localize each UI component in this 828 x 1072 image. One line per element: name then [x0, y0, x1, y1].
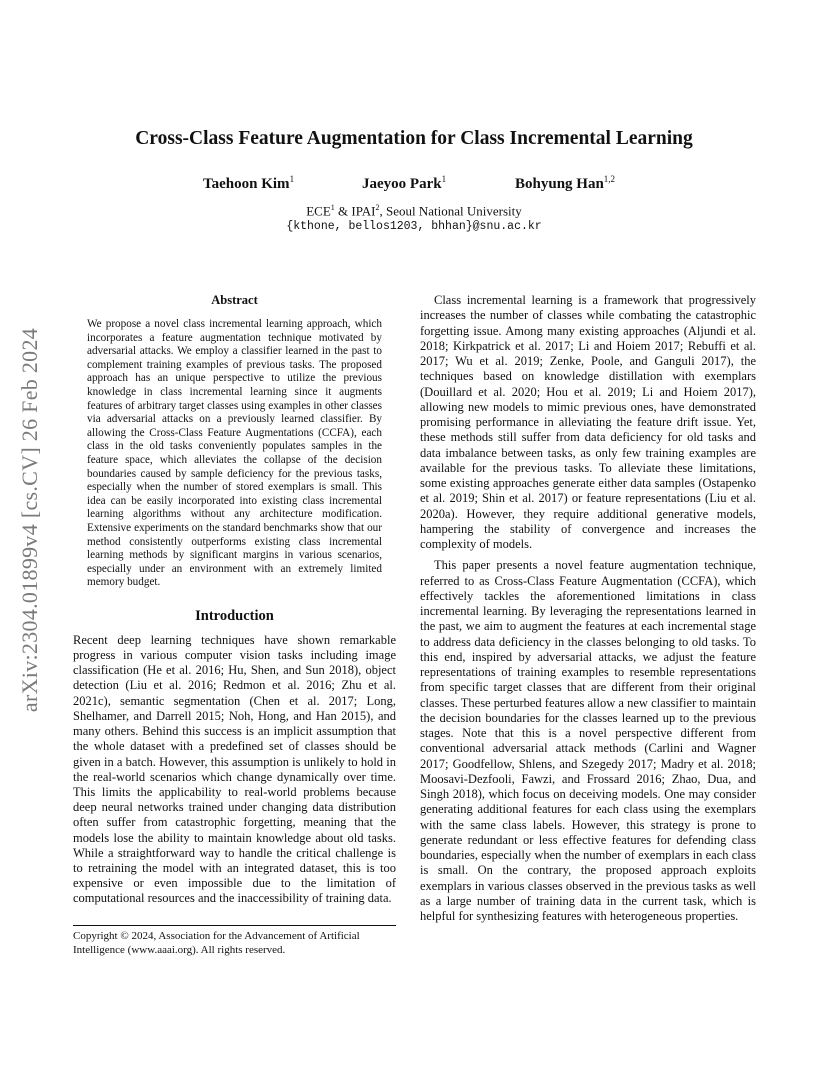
- abstract-heading: Abstract: [211, 293, 258, 307]
- introduction-heading: Introduction: [195, 607, 274, 624]
- introduction-paragraph-1: Recent deep learning techniques have shown remarkable progress in various computer vision tasks including image classification (He et al. 2016; Hu, Shen, and Sun 2018), object detection (Liu et al. 2016; Redmon et al. 2016; Zhu et al. 2021c), semantic segmentation (Chen et al. 2017; Long, Shelhamer, and Darrell 2015; Noh, Hong, and Han 2015), and many others. Behind this success is an implicit assumption that the whole dataset with a predefined set of classes should be given in a batch. However, this assumption is unlikely to hold in the real-world scenarios which change dynamically over time. This limits the applicability to real-world problems because deep neural networks trained under changing data distribution often suffer from catastrophic forgetting, meaning that the models lose the ability to maintain knowledge about old tasks. While a straightforward way to handle the critical challenge is to retraining the model with an integrated dataset, this is too expensive or even impossible due to the limitation of computational resources and the inaccessibility of training data.: [73, 632, 396, 906]
- author-emails: {kthone, bellos1203, bhhan}@snu.ac.kr: [286, 220, 542, 233]
- left-column: [73, 293, 396, 907]
- author-1: Taehoon Kim$^1$: [203, 174, 295, 192]
- copyright-notice: Copyright © 2024, Association for the Advancement of Artificial Intelligence (www.aaai.org). All rights reserved.: [73, 925, 396, 957]
- abstract-text: We propose a novel class incremental learning approach, which incorporates a feature augmentation technique motivated by adversarial attacks. We employ a classifier learned in the past to complement training examples of previous tasks. The proposed approach has an unique perspective to utilize the previous knowledge in class incremental learning since it augments features of arbitrary target classes using examples in other classes via adversarial attacks on a previously learned classifier. By allowing the Cross-Class Feature Augmentations (CCFA), each class in the old tasks conveniently populates samples in the feature space, which alleviates the collapse of the decision boundaries caused by sample deficiency for the previous tasks, especially when the number of stored exemplars is small. This idea can be easily incorporated into existing class incremental learning algorithms without any architecture modification. Extensive experiments on the standard benchmarks show that our method consistently outperforms existing class incremental learning methods by significant margins in various scenarios, especially under an environment with an extremely limited memory budget.: [87, 318, 382, 589]
- introduction-paragraph-2: Class incremental learning is a framework that progressively increases the number of classes while combating the catastrophic forgetting issue. Among many existing approaches (Aljundi et al. 2018; Kirkpatrick et al. 2017; Li and Hoiem 2017; Rebuffi et al. 2017; Wu et al. 2019; Zenke, Poole, and Ganguli 2017), the techniques based on knowledge distillation with exemplars (Douillard et al. 2020; Hou et al. 2019; Li and Hoiem 2017), allowing new models to mimic previous ones, have demonstrated promising performance in alleviating the feature drift issue. Yet, these methods still suffer from data deficiency for old tasks and data imbalance between tasks, as only few training examples are available for the previous tasks. To alleviate these limitations, some existing approaches generate either data samples (Ostapenko et al. 2019; Shin et al. 2017) or feature representations (Liu et al. 2020a). However, they require additional generative models, hampering the stability of convergence and increases the complexity of models.: [420, 293, 756, 551]
- affiliation: ECE$^1$ & IPAI$^2$, Seoul National University: [306, 203, 522, 219]
- arxiv-identifier: arXiv:2304.01899v4 [cs.CV] 26 Feb 2024: [17, 327, 42, 713]
- author-2: Jaeyoo Park$^1$: [362, 174, 447, 192]
- author-list: [0, 174, 828, 196]
- paper-title: Cross-Class Feature Augmentation for Class Incremental Learning: [135, 128, 693, 149]
- author-3: Bohyung Han$^{1,2}$: [515, 174, 616, 192]
- introduction-paragraph-3: This paper presents a novel feature augmentation technique, referred to as Cross-Class Feature Augmentation (CCFA), which effectively tackles the aforementioned limitations in class incremental learning. By leveraging the representations learned in the past, we aim to augment the features at each incremental stage to address data deficiency in the classes belonging to old tasks. To this end, inspired by adversarial attacks, we adjust the feature representations of training examples to resemble representations from specific target classes that are different from their original classes. These perturbed features allow a new classifier to maintain the decision boundaries for the classes learned up to the previous stages. Note that this is a novel perspective different from conventional adversarial attack methods (Carlini and Wagner 2017; Goodfellow, Shlens, and Szegedy 2017; Madry et al. 2018; Moosavi-Dezfooli, Fawzi, and Frossard 2016; Zhao, Dua, and Singh 2018), which focus on deceiving models. One may consider generating additional features for each class using the exemplars with the same class labels. However, this strategy is prone to generate redundant or less effective features for defending class boundaries, especially when the number of exemplars in each class is small. On the contrary, the proposed approach exploits exemplars in various classes observed in the previous tasks as well as a large number of training data in the current task, which is helpful for synthesizing features with heterogeneous properties.: [420, 558, 756, 923]
- right-column: [420, 293, 756, 930]
